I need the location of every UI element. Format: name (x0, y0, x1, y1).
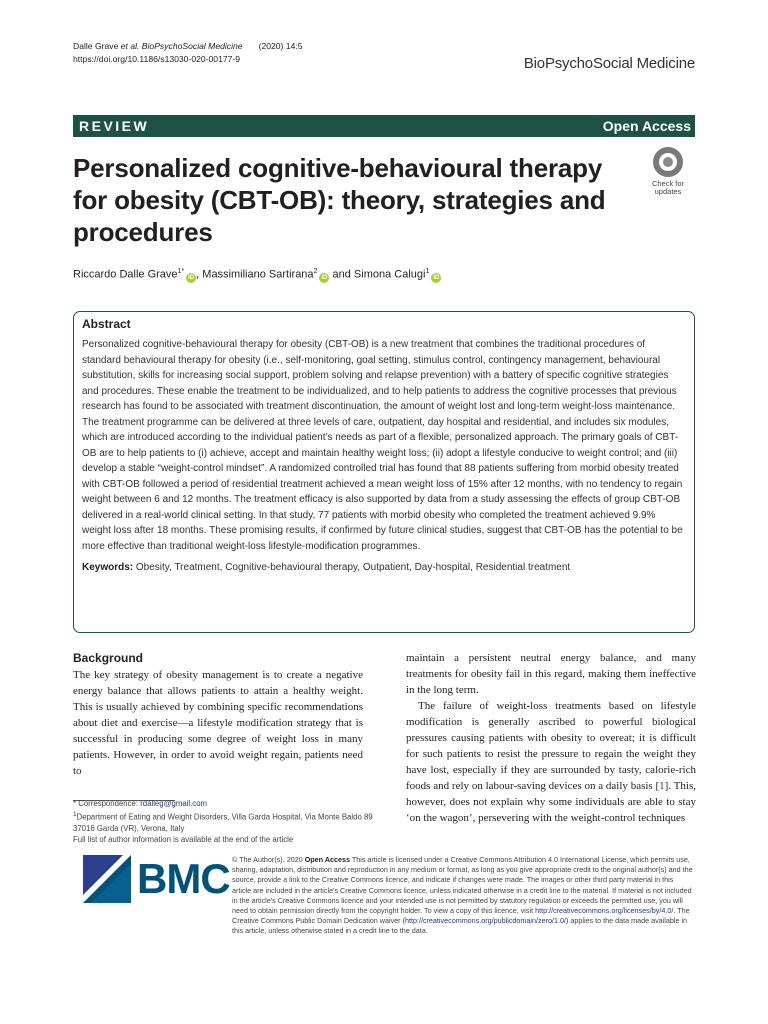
footnotes (73, 798, 373, 845)
bmc-logo[interactable] (83, 855, 230, 905)
running-header (73, 40, 303, 66)
license-open-access: Open Access (304, 855, 350, 864)
affiliation: $^1$Department of Eating and Weight Disorders, Villa Garda Hospital, Via Monte Baldo 89 37016 Garda (VR), Verona, Italy (73, 811, 373, 833)
body-paragraph: The key strategy of obesity management is to create a negative energy balance that allows patients to attain a healthy weight. This is usually achieved by combining specific recommendations about diet and exercise—a lifestyle modification strategy that is successful in producing some degree of weight loss in many patients. However, in order to avoid weight regain, patients need to (73, 669, 363, 777)
orcid-icon[interactable]: iD (433, 274, 440, 281)
author-info-note: Full list of author information is available at the end of the article (73, 834, 294, 844)
citation-etal: et al. BioPsychoSocial Medicine (120, 41, 243, 51)
orcid-icon[interactable]: iD (321, 274, 328, 281)
body-column-left (73, 650, 363, 779)
keywords-label: Keywords: (82, 562, 134, 573)
citation-authors: Dalle Grave (73, 41, 119, 51)
correspondence: * Correspondence: rdalleg@gmail.com (73, 799, 208, 808)
abstract-text: Personalized cognitive-behavioural therapy for obesity (CBT-OB) is a new treatment that combines the traditional procedures of standard behavioural therapy for obesity (i.e., self-monitoring, goal setting, stimulus control, contingency management, behavioural substitution, skills for increasing social support, problem solving and relapse prevention) with a battery of specific cognitive strategies and procedures. These enable the treatment to be individualized, and to help patients to address the cognitive processes that previous research has found to be associated with treatment discontinuation, the amount of weight lost and long-term weight-loss maintenance. The treatment programme can be delivered at three levels of care, outpatient, day hospital and residential, and includes six modules, which are introduced according to the individual patient’s needs as part of a flexible, personalized approach. The primary goals of CBT-OB are to help patients to (i) achieve, accept and maintain healthy weight loss; (ii) adopt a lifestyle conducive to weight control; and (iii) develop a stable “weight-control mindset”. A randomized controlled trial has found that 88 patients suffering from morbid obesity treated with CBT-OB followed a period of residential treatment achieved a mean weight loss of 15% after 12 months, with no tendency to regain weight between 6 and 12 months. The treatment efficacy is also supported by data from a study assessing the effects of group CBT-OB delivered in a real-world clinical setting. In that study, 77 patients with morbid obesity who completed the treatment achieved 9.9% weight loss after 18 months. These promising results, if confirmed by future clinical studies, suggest that CBT-OB has the potential to be more effective than traditional weight-loss lifestyle-modification programmes. (82, 339, 683, 552)
article-type-band (73, 115, 695, 137)
correspondence-email[interactable]: rdalleg@gmail.com (140, 799, 208, 808)
article-title: Personalized cognitive-behavioural therapy for obesity (CBT-OB): theory, strategies and procedures (73, 153, 606, 247)
author-list (73, 268, 441, 283)
author-2-affil: 2 (313, 268, 318, 275)
article-type: REVIEW (79, 118, 150, 134)
check-updates-label: Check for updates (651, 179, 685, 196)
doi-link[interactable]: https://doi.org/10.1186/s13030-020-00177-9 (73, 54, 241, 64)
keywords (82, 560, 686, 575)
check-updates-icon (653, 147, 683, 177)
bmc-logo-text: BMC (137, 855, 230, 902)
bmc-logo-icon (83, 855, 131, 903)
citation-year: (2020) 14:5 (258, 41, 303, 51)
cc-zero-link[interactable]: http://creativecommons.org/publicdomain/zero/1.0/ (404, 916, 566, 926)
keywords-list: Obesity, Treatment, Cognitive-behavioural therapy, Outpatient, Day-hospital, Residential treatment (133, 562, 571, 573)
license-notice: © The Author(s). 2020 Open Access This article is licensed under a Creative Commons Attribution 4.0 International License, which permits use, sharing, adaptation, distribution and reproduction in any medium or format, as long as you give appropriate credit to the original author(s) and the source, provide a link to the Creative Commons licence, and indicate if changes were made. The images or other third party material in this article are included in the article's Creative Commons licence, unless indicated otherwise in a credit line to the material. If material is not included in the article's Creative Commons licence and your intended use is not permitted by statutory regulation or exceeds the permitted use, you will need to obtain permission directly from the copyright holder. To view a copy of this licence, visit http://creativecommons.org/licenses/by/4.0/. The Creative Commons Public Domain Dedication waiver (http://creativecommons.org/publicdomain/zero/1.0/) applies to the data made available in this article, unless otherwise stated in a credit line to the data. (232, 855, 693, 936)
body-paragraph: maintain a persistent neutral energy balance, and many treatments for obesity fail in this regard, making them ineffective in the long term. (406, 652, 696, 696)
reference-link[interactable]: 1 (659, 780, 665, 792)
author-3-affil: 1 (425, 268, 430, 275)
cc-by-link[interactable]: http://creativecommons.org/licenses/by/4.0/ (535, 906, 674, 916)
body-paragraph: The failure of weight-loss treatments based on lifestyle modification is generally ascribed to powerful biological pressures causing patients with obesity to overeat; it is difficult for such patients to resist the pressure to regain the weight they have lost, especially if they are surrounded by tasty, calorie-rich foods and rely on labour-saving devices on a daily basis [1]. This, however, does not explain why some individuals are able to stay ‘on the wagon’, persevering with the weight-control techniques (406, 700, 696, 824)
orcid-icon[interactable]: iD (188, 274, 195, 281)
abstract-box (73, 311, 695, 633)
abstract-heading: Abstract (82, 317, 131, 331)
author-1[interactable]: Riccardo Dalle Grave (73, 268, 178, 281)
section-heading-background: Background (73, 651, 144, 665)
journal-name: BioPsychoSocial Medicine (523, 55, 695, 72)
open-access-label: Open Access (602, 118, 691, 134)
author-2[interactable]: , Massimiliano Sartirana (196, 268, 314, 281)
check-for-updates-badge[interactable] (644, 145, 692, 200)
author-3[interactable]: and Simona Calugi (329, 268, 426, 281)
body-column-right (406, 650, 696, 826)
author-1-affil: 1* (177, 268, 185, 275)
citation-line (73, 40, 303, 53)
